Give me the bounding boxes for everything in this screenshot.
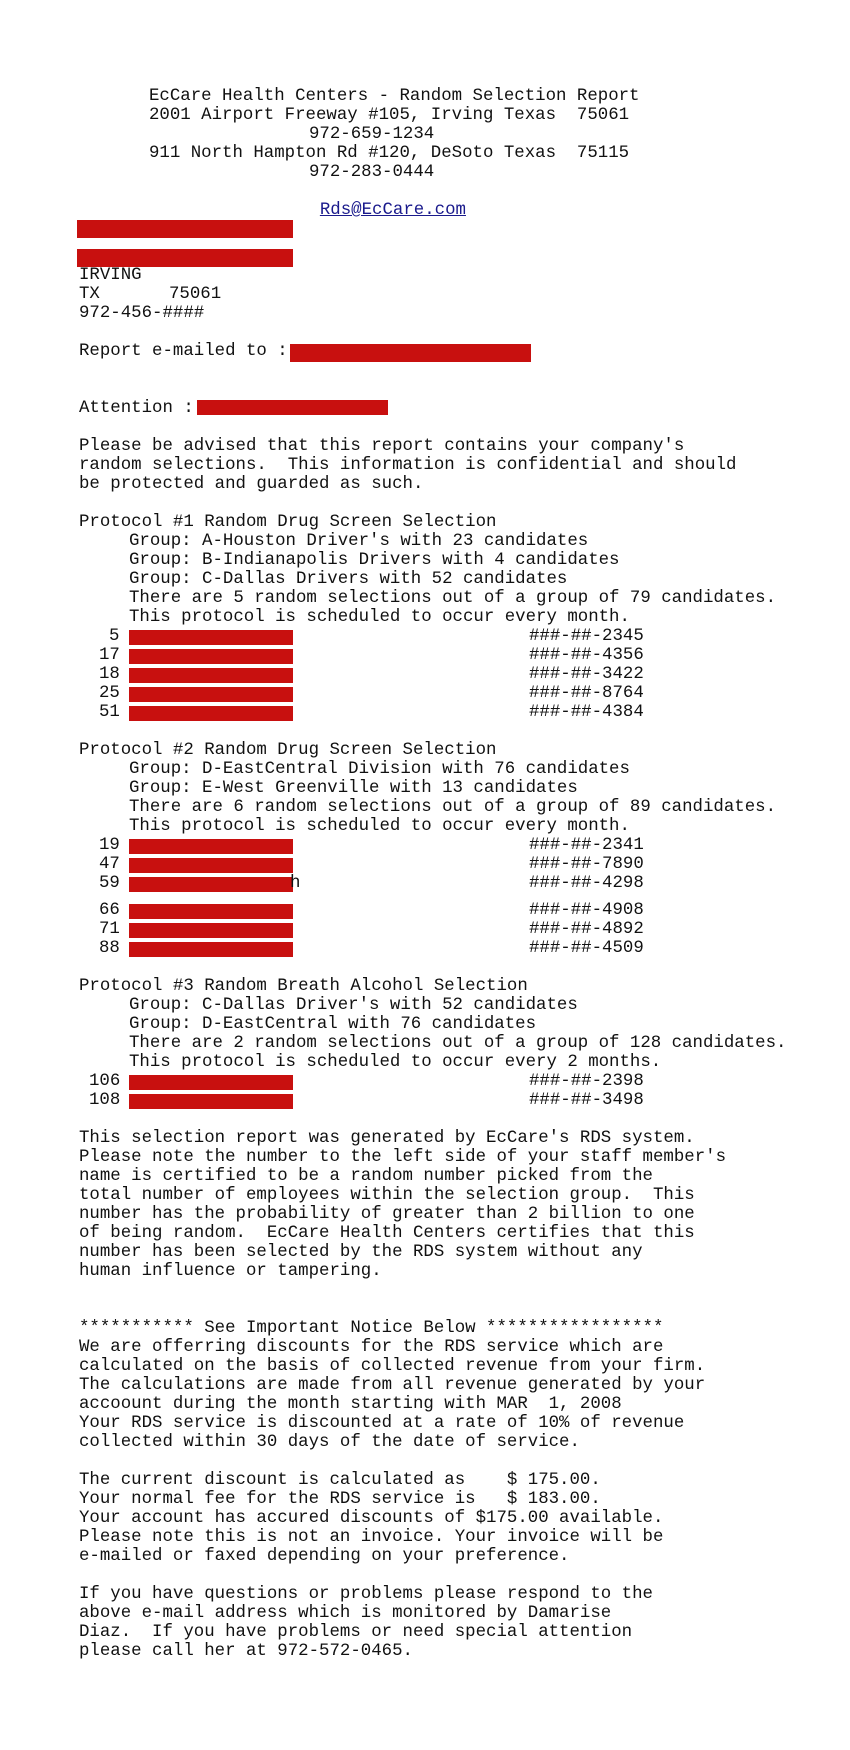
protocol-1-line: Group: C-Dallas Drivers with 52 candidates bbox=[129, 570, 568, 589]
redacted-employee-name bbox=[129, 630, 293, 645]
notice-line: The calculations are made from all revenue generated by your bbox=[79, 1376, 706, 1395]
rds-line: total number of employees within the selection group. This bbox=[79, 1186, 695, 1205]
selection-ssn: ###-##-4892 bbox=[529, 920, 644, 939]
fee-line: Your normal fee for the RDS service is $ 183.00. bbox=[79, 1490, 601, 1509]
selection-number: 106 bbox=[89, 1072, 121, 1091]
fee-line: e-mailed or faxed depending on your preference. bbox=[79, 1547, 570, 1566]
contact-email-link[interactable]: Rds@EcCare.com bbox=[319, 201, 466, 220]
protocol-3-title: Protocol #3 Random Breath Alcohol Selection bbox=[79, 977, 528, 996]
selection-number: 71 bbox=[99, 920, 120, 939]
intro-line: Please be advised that this report contains your company's bbox=[79, 437, 685, 456]
protocol-2-line: There are 6 random selections out of a group of 89 candidates. bbox=[129, 798, 777, 817]
redacted-client-name bbox=[77, 220, 293, 238]
rds-line: of being random. EcCare Health Centers certifies that this bbox=[79, 1224, 695, 1243]
fee-line: Please note this is not an invoice. Your invoice will be bbox=[79, 1528, 664, 1547]
selection-ssn: ###-##-3422 bbox=[529, 665, 644, 684]
rds-line: This selection report was generated by EcCare's RDS system. bbox=[79, 1129, 695, 1148]
selection-number: 17 bbox=[99, 646, 120, 665]
protocol-2-line: This protocol is scheduled to occur every month. bbox=[129, 817, 630, 836]
client-zip: 75061 bbox=[169, 285, 222, 304]
notice-line: Your RDS service is discounted at a rate of 10% of revenue bbox=[79, 1414, 685, 1433]
client-state: TX bbox=[79, 285, 100, 304]
selection-number: 5 bbox=[109, 627, 120, 646]
contact-email-wrap bbox=[299, 182, 466, 220]
selection-ssn: ###-##-4908 bbox=[529, 901, 644, 920]
redacted-employee-name bbox=[129, 706, 293, 721]
selection-ssn: ###-##-2398 bbox=[529, 1072, 644, 1091]
rds-line: human influence or tampering. bbox=[79, 1262, 382, 1281]
redacted-attention-name bbox=[197, 400, 388, 415]
selection-ssn: ###-##-4356 bbox=[529, 646, 644, 665]
redacted-recipient-email bbox=[290, 344, 531, 362]
selection-number: 59 bbox=[99, 874, 120, 893]
protocol-2-title: Protocol #2 Random Drug Screen Selection bbox=[79, 741, 497, 760]
selection-ssn: ###-##-4298 bbox=[529, 874, 644, 893]
phone-irving: 972-659-1234 bbox=[309, 125, 435, 144]
contact-line: If you have questions or problems please respond to the bbox=[79, 1585, 653, 1604]
selection-number: 108 bbox=[89, 1091, 121, 1110]
redacted-employee-name bbox=[129, 1094, 293, 1109]
address-desoto: 911 North Hampton Rd #120, DeSoto Texas 75115 bbox=[149, 144, 630, 163]
protocol-1-line: This protocol is scheduled to occur every month. bbox=[129, 608, 630, 627]
redacted-employee-name bbox=[129, 923, 293, 938]
report-emailed-label: Report e-mailed to : bbox=[79, 342, 288, 361]
notice-line: We are offerring discounts for the RDS service which are bbox=[79, 1338, 664, 1357]
notice-line: collected within 30 days of the date of service. bbox=[79, 1433, 580, 1452]
protocol-3-line: Group: C-Dallas Driver's with 52 candidates bbox=[129, 996, 578, 1015]
selection-number: 51 bbox=[99, 703, 120, 722]
contact-line: above e-mail address which is monitored by Damarise bbox=[79, 1604, 612, 1623]
redacted-employee-name bbox=[129, 649, 293, 664]
selection-number: 47 bbox=[99, 855, 120, 874]
selection-ssn: ###-##-4384 bbox=[529, 703, 644, 722]
protocol-1-line: Group: A-Houston Driver's with 23 candidates bbox=[129, 532, 589, 551]
selection-ssn: ###-##-2341 bbox=[529, 836, 644, 855]
redacted-employee-name bbox=[129, 1075, 293, 1090]
selection-ssn: ###-##-4509 bbox=[529, 939, 644, 958]
intro-line: be protected and guarded as such. bbox=[79, 475, 424, 494]
protocol-3-line: There are 2 random selections out of a group of 128 candidates. bbox=[129, 1034, 787, 1053]
protocol-1-line: Group: B-Indianapolis Drivers with 4 candidates bbox=[129, 551, 620, 570]
protocol-2-line: Group: E-West Greenville with 13 candidates bbox=[129, 779, 578, 798]
client-city: IRVING bbox=[79, 266, 142, 285]
phone-desoto: 972-283-0444 bbox=[309, 163, 435, 182]
rds-line: Please note the number to the left side of your staff member's bbox=[79, 1148, 727, 1167]
selection-number: 25 bbox=[99, 684, 120, 703]
protocol-1-title: Protocol #1 Random Drug Screen Selection bbox=[79, 513, 497, 532]
redacted-employee-name bbox=[129, 668, 293, 683]
redacted-employee-name bbox=[129, 877, 293, 892]
notice-line: accoount during the month starting with MAR 1, 2008 bbox=[79, 1395, 622, 1414]
redacted-employee-name bbox=[129, 839, 293, 854]
redacted-employee-name bbox=[129, 904, 293, 919]
notice-banner: *********** See Important Notice Below ***************** bbox=[79, 1319, 664, 1338]
notice-line: calculated on the basis of collected revenue from your firm. bbox=[79, 1357, 706, 1376]
selection-number: 66 bbox=[99, 901, 120, 920]
protocol-3-line: This protocol is scheduled to occur every 2 months. bbox=[129, 1053, 662, 1072]
redacted-employee-name bbox=[129, 687, 293, 702]
contact-line: please call her at 972-572-0465. bbox=[79, 1642, 413, 1661]
selection-number: 18 bbox=[99, 665, 120, 684]
address-irving: 2001 Airport Freeway #105, Irving Texas 75061 bbox=[149, 106, 630, 125]
attention-label: Attention : bbox=[79, 399, 194, 418]
protocol-1-line: There are 5 random selections out of a group of 79 candidates. bbox=[129, 589, 777, 608]
intro-line: random selections. This information is confidential and should bbox=[79, 456, 737, 475]
rds-line: name is certified to be a random number picked from the bbox=[79, 1167, 653, 1186]
rds-line: number has the probability of greater than 2 billion to one bbox=[79, 1205, 695, 1224]
redacted-client-address bbox=[77, 249, 293, 267]
selection-number: 19 bbox=[99, 836, 120, 855]
protocol-3-line: Group: D-EastCentral with 76 candidates bbox=[129, 1015, 537, 1034]
fee-line: Your account has accured discounts of $175.00 available. bbox=[79, 1509, 664, 1528]
selection-ssn: ###-##-2345 bbox=[529, 627, 644, 646]
redacted-employee-name bbox=[129, 942, 293, 957]
rds-line: number has been selected by the RDS system without any bbox=[79, 1243, 643, 1262]
contact-line: Diaz. If you have problems or need special attention bbox=[79, 1623, 633, 1642]
fee-line: The current discount is calculated as $ 175.00. bbox=[79, 1471, 601, 1490]
report-title: EcCare Health Centers - Random Selection Report bbox=[149, 87, 640, 106]
protocol-2-line: Group: D-EastCentral Division with 76 candidates bbox=[129, 760, 630, 779]
selection-ssn: ###-##-7890 bbox=[529, 855, 644, 874]
name-trailing-char: h bbox=[290, 874, 301, 893]
selection-number: 88 bbox=[99, 939, 120, 958]
redacted-employee-name bbox=[129, 858, 293, 873]
selection-ssn: ###-##-3498 bbox=[529, 1091, 644, 1110]
selection-ssn: ###-##-8764 bbox=[529, 684, 644, 703]
client-phone: 972-456-#### bbox=[79, 304, 205, 323]
